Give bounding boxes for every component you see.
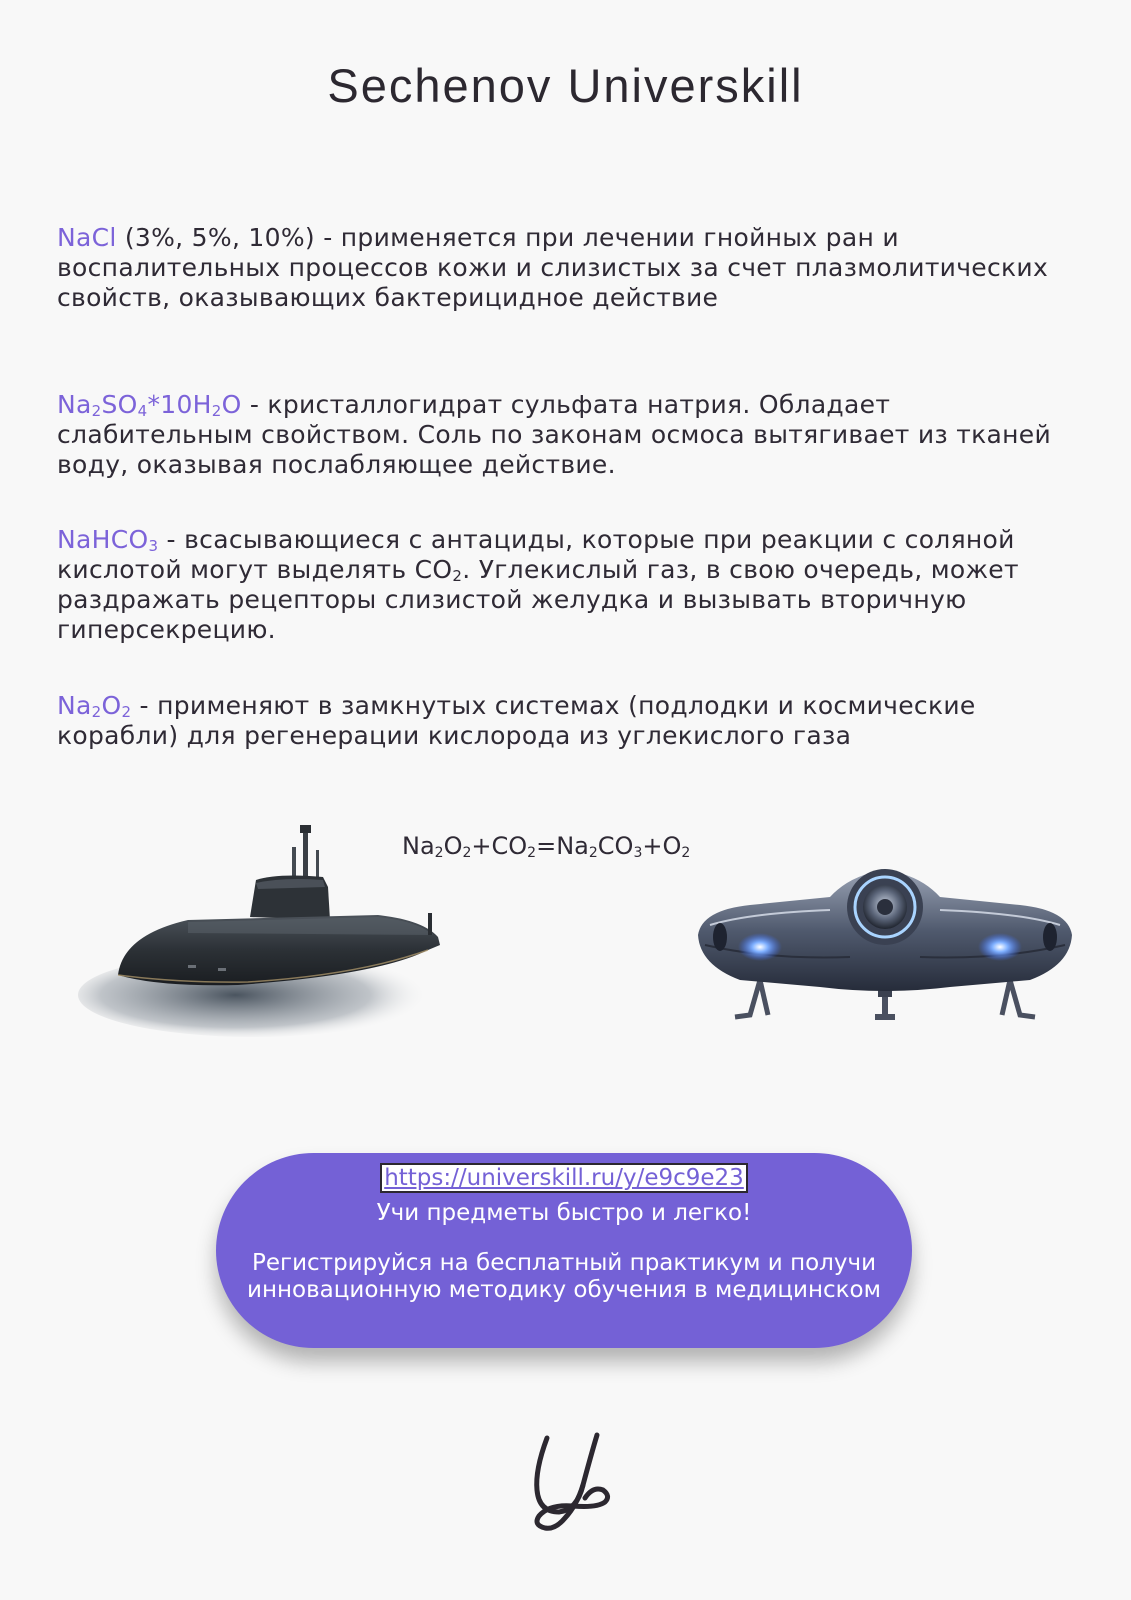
promo-banner xyxy=(216,1153,912,1348)
promo-tagline: Учи предметы быстро и легко! xyxy=(376,1200,752,1226)
formula-nacl: NaCl xyxy=(57,223,117,252)
section-nahco3: NaHCO$_3$ - всасывающиеся с антациды, которые при реакции с соляной кислотой могут выделять $CO_2$. Углекислый газ, в свою очередь, может раздражать рецепторы слизистой желудка и вызывать вторичную гиперсекрецию. xyxy=(57,525,1019,644)
spaceship-image xyxy=(690,865,1080,1035)
section-na2so4 xyxy=(57,390,1067,480)
formula-na2so4: $Na_2SO_4*10H_2O$ xyxy=(57,390,242,420)
formula-na2o2: $Na_2O_2$ xyxy=(57,691,132,721)
section-text: - всасывающиеся с антациды, которые при реакции с соляной кислотой могут выделять CO xyxy=(57,525,1015,584)
promo-link[interactable]: https://universkill.ru/y/e9c9e23 xyxy=(380,1163,748,1193)
section-text: - применяют в замкнутых системах (подлодки и космические корабли) для регенерации кислорода из углекислого газа xyxy=(57,691,976,750)
formula-nahco3: NaHCO$_3$ xyxy=(57,525,159,555)
promo-register-text: Регистрируйся на бесплатный практикум и получи инновационную методику обучения в медицинском xyxy=(247,1250,881,1303)
reaction-equation: $Na_2O_2+CO_2=Na_2CO_3+O_2$ xyxy=(402,832,691,861)
page-title: Sechenov Universkill xyxy=(327,59,804,112)
section-na2o2 xyxy=(57,691,1067,751)
section-text: (3%, 5%, 10%) - применяется при лечении гнойных ран и воспалительных процессов кожи и слизистых за счет плазмолитических свойств, оказывающих бактерицидное действие xyxy=(57,223,1049,312)
universkill-logo xyxy=(525,1430,617,1540)
section-nacl xyxy=(57,223,1067,313)
submarine-image xyxy=(78,825,458,1065)
section-text: - кристаллогидрат сульфата натрия. Обладает слабительным свойством. Соль по законам осмоса вытягивает из тканей воду, оказывая послабляющее действие. xyxy=(57,390,1052,479)
